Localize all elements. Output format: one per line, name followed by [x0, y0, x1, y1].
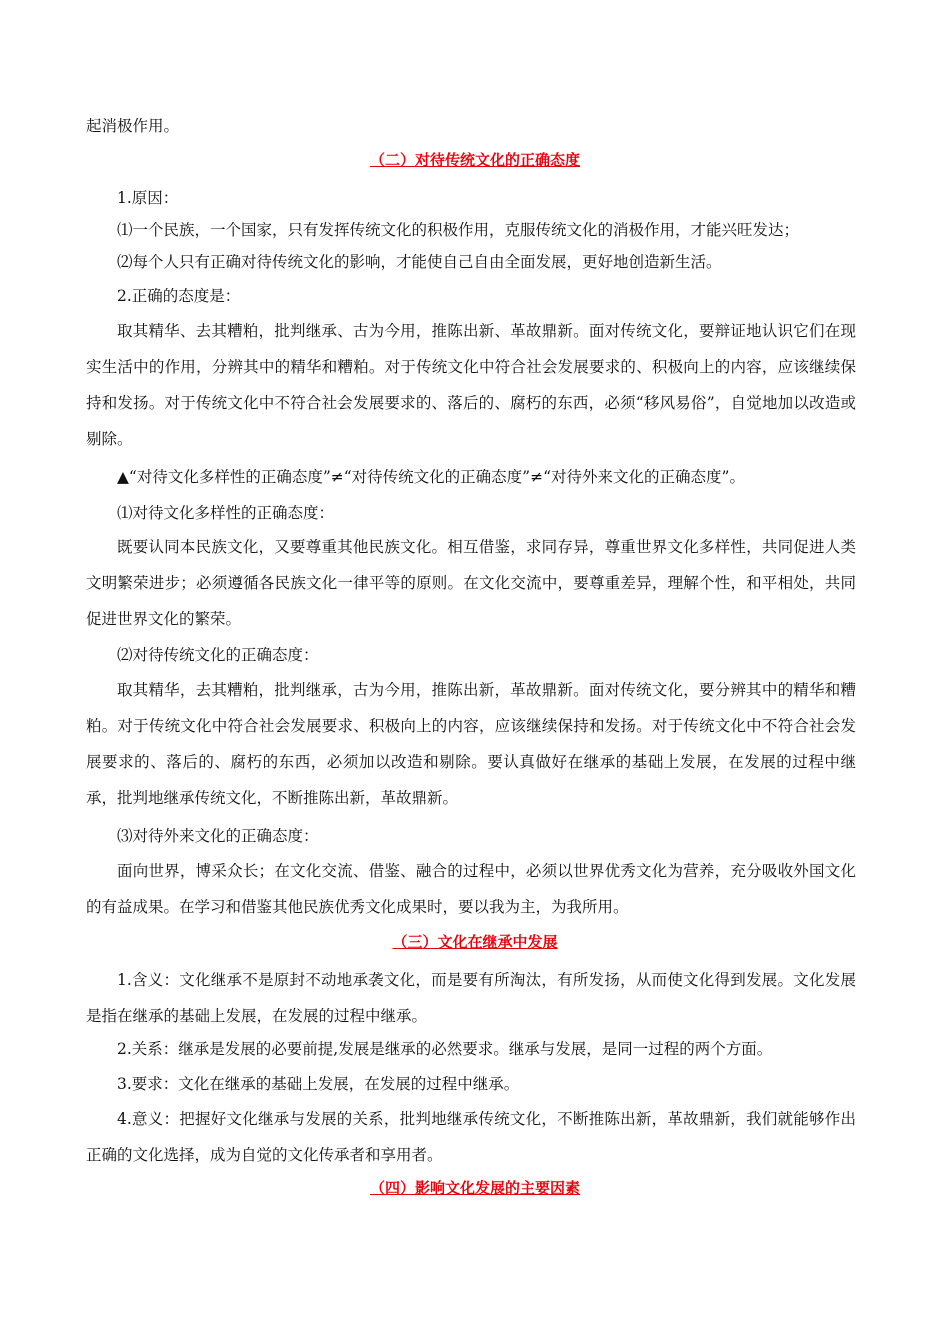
traditional-attitude-title: ⑵对待传统文化的正确态度：	[117, 646, 319, 664]
reason-title: 1.原因：	[117, 189, 179, 207]
diversity-attitude-body: 既要认同本民族文化，又要尊重其他民族文化。相互借鉴，求同存异，尊重世界文化多样性，共同促进人类文明繁荣进步；必须遵循各民族文化一律平等的原则。在文化交流中，要尊重差异，理解个性，和平相处，共同促进世界文化的繁荣。	[86, 538, 856, 628]
section-3-heading: （三）文化在继承中发展	[392, 933, 558, 951]
traditional-attitude-body: 取其精华，去其糟粕，批判继承，古为今用，推陈出新，革故鼎新。面对传统文化，要分辨其中的精华和糟粕。对于传统文化中符合社会发展要求、积极向上的内容，应该继续保持和发扬。对于传统文化中不符合社会发展要求的、落后的、腐朽的东西，必须加以改造和剔除。要认真做好在继承的基础上发展，在发展的过程中继承，批判地继承传统文化，不断推陈出新，革故鼎新。	[86, 681, 856, 807]
reason-1: ⑴一个民族，一个国家，只有发挥传统文化的积极作用，克服传统文化的消极作用，才能兴旺发达；	[117, 221, 800, 239]
foreign-attitude-title: ⑶对待外来文化的正确态度：	[117, 827, 319, 845]
inheritance-relation: 2.关系：继承是发展的必要前提,发展是继承的必然要求。继承与发展，是同一过程的两个方面。	[117, 1040, 773, 1058]
foreign-attitude-body: 面向世界，博采众长；在文化交流、借鉴、融合的过程中，必须以世界优秀文化为营养，充分吸收外国文化的有益成果。在学习和借鉴其他民族优秀文化成果时，要以我为主，为我所用。	[86, 862, 856, 916]
inheritance-significance: 4.意义：把握好文化继承与发展的关系，批判地继承传统文化，不断推陈出新，革故鼎新，我们就能够作出正确的文化选择，成为自觉的文化传承者和享用者。	[86, 1110, 856, 1164]
inheritance-requirement: 3.要求：文化在继承的基础上发展，在发展的过程中继承。	[117, 1075, 520, 1093]
attitude-title: 2.正确的态度是：	[117, 287, 241, 305]
continuation-line: 起消极作用。	[86, 117, 180, 135]
attitude-comparison-note: ▲“对待文化多样性的正确态度”≠“对待传统文化的正确态度”≠“对待外来文化的正确态度”。	[117, 468, 745, 486]
diversity-attitude-title: ⑴对待文化多样性的正确态度：	[117, 504, 335, 522]
section-2-heading: （二）对待传统文化的正确态度	[369, 151, 580, 169]
reason-2: ⑵每个人只有正确对待传统文化的影响，才能使自己自由全面发展，更好地创造新生活。	[117, 253, 722, 271]
section-4-heading: （四）影响文化发展的主要因素	[369, 1179, 580, 1197]
attitude-body: 取其精华、去其糟粕，批判继承、古为今用，推陈出新、革故鼎新。面对传统文化，要辩证地认识它们在现实生活中的作用，分辨其中的精华和糟粕。对于传统文化中符合社会发展要求的、积极向上的内容，应该继续保持和发扬。对于传统文化中不符合社会发展要求的、落后的、腐朽的东西，必须“移风易俗”，自觉地加以改造或剔除。	[86, 322, 856, 448]
inheritance-meaning: 1.含义：文化继承不是原封不动地承袭文化，而是要有所淘汰，有所发扬，从而使文化得到发展。文化发展是指在继承的基础上发展，在发展的过程中继承。	[86, 971, 856, 1025]
